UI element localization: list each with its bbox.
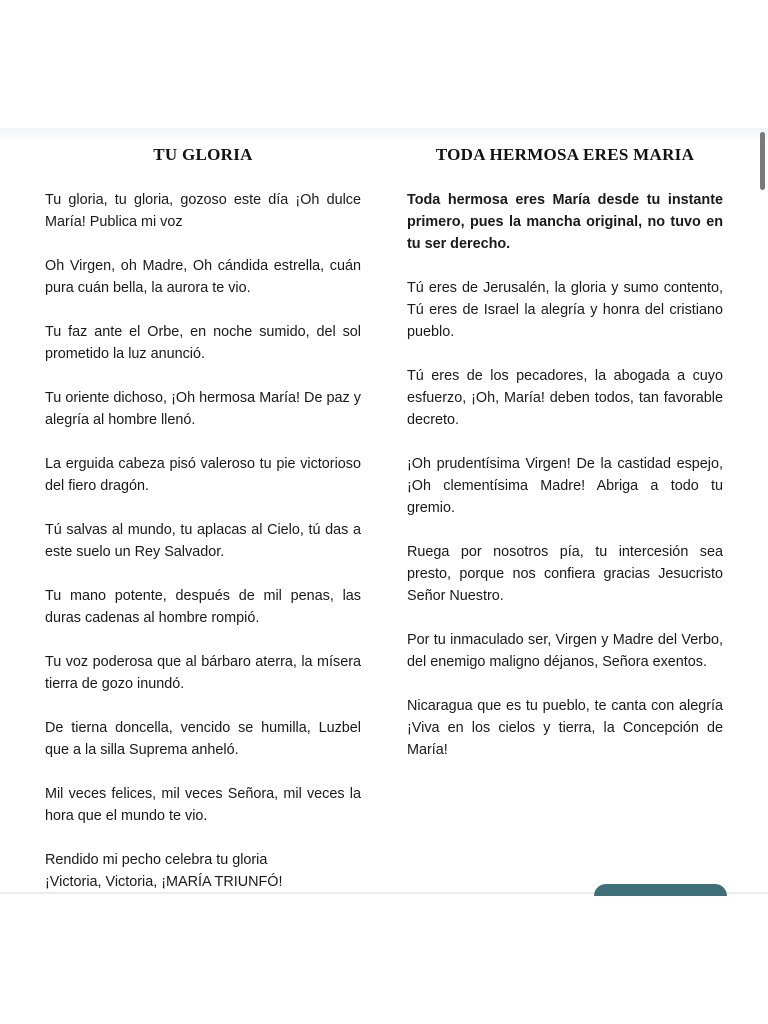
stanza: Tu gloria, tu gloria, gozoso este día ¡Oh dulce María! Publica mi voz (45, 192, 361, 230)
hymn-column-toda-hermosa (407, 145, 723, 783)
stanza: Tú salvas al mundo, tu aplacas al Cielo, tú das a este suelo un Rey Salvador. (45, 522, 361, 560)
stanza: La erguida cabeza pisó valeroso tu pie victorioso del fiero dragón. (45, 456, 361, 494)
hymn-title: TODA HERMOSA ERES MARIA (435, 145, 695, 164)
stanza-bold-intro: Toda hermosa eres María desde tu instante primero, pues la mancha original, no tuvo en tu ser derecho. (407, 192, 723, 252)
stanza: Rendido mi pecho celebra tu gloria ¡Victoria, Victoria, ¡MARÍA TRIUNFÓ! (45, 852, 283, 890)
stanza: Oh Virgen, oh Madre, Oh cándida estrella, cuán pura cuán bella, la aurora te vio. (45, 258, 361, 296)
scrollbar-thumb[interactable] (760, 132, 765, 190)
stanza: Mil veces felices, mil veces Señora, mil veces la hora que el mundo te vio. (45, 786, 361, 824)
stanza: Tu oriente dichoso, ¡Oh hermosa María! De paz y alegría al hombre llenó. (45, 390, 361, 428)
stanza: Tú eres de Jerusalén, la gloria y sumo contento, Tú eres de Israel la alegría y honra del cristiano pueblo. (407, 280, 723, 340)
stanza: Tu faz ante el Orbe, en noche sumido, del sol prometido la luz anunció. (45, 324, 361, 362)
stanza: Nicaragua que es tu pueblo, te canta con alegría ¡Viva en los cielos y tierra, la Concepción de María! (407, 698, 723, 758)
stanza: Por tu inmaculado ser, Virgen y Madre del Verbo, del enemigo maligno déjanos, Señora exentos. (407, 632, 723, 670)
hymn-column-tu-gloria (45, 145, 361, 915)
floating-action-button[interactable] (594, 884, 727, 896)
stanza: ¡Oh prudentísima Virgen! De la castidad espejo, ¡Oh clementísima Madre! Abriga a todo tu gremio. (407, 456, 723, 516)
stanza: Ruega por nosotros pía, tu intercesión sea presto, porque nos confiera gracias Jesucristo Señor Nuestro. (407, 544, 723, 604)
stanza: De tierna doncella, vencido se humilla, Luzbel que a la silla Suprema anheló. (45, 720, 361, 758)
stanza: Tu voz poderosa que al bárbaro aterra, la mísera tierra de gozo inundó. (45, 654, 361, 692)
hymn-title: TU GLORIA (153, 145, 253, 164)
stanza: Tú eres de los pecadores, la abogada a cuyo esfuerzo, ¡Oh, María! deben todos, tan favorable decreto. (407, 368, 723, 428)
page-top-edge (0, 128, 768, 140)
stanza: Tu mano potente, después de mil penas, las duras cadenas al hombre rompió. (45, 588, 361, 626)
